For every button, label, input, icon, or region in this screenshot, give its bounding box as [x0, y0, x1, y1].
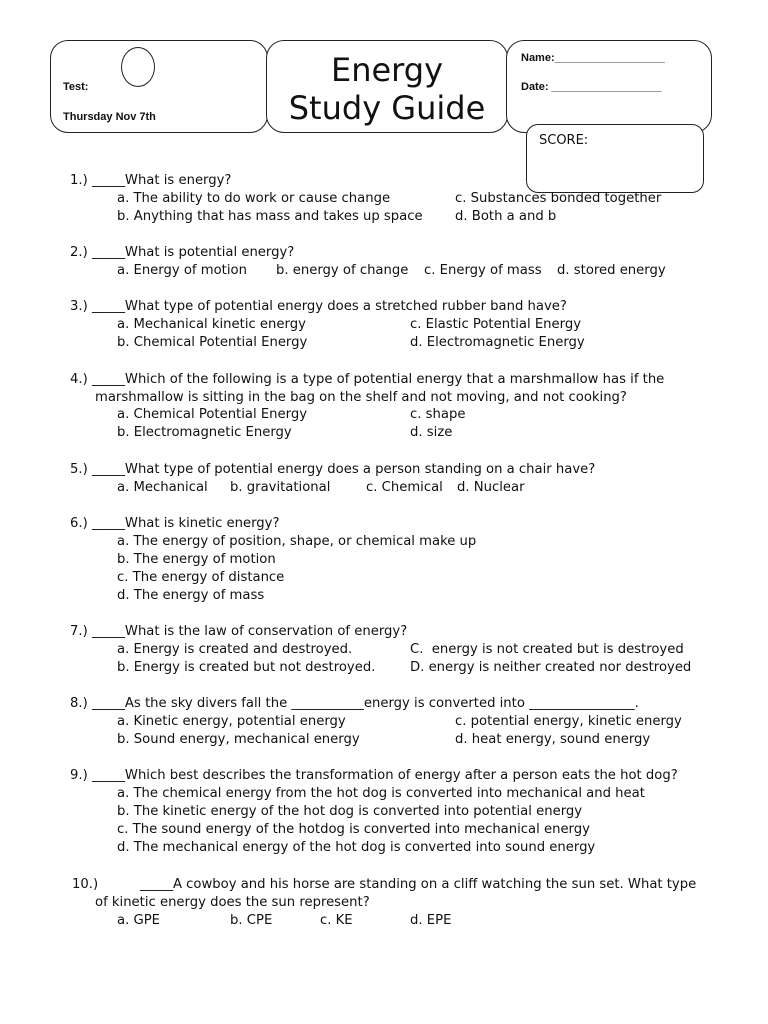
- option: a. The energy of position, shape, or chemical make up: [117, 534, 477, 549]
- option: a. The chemical energy from the hot dog is converted into mechanical and heat: [117, 786, 645, 801]
- test-date: Thursday Nov 7th: [63, 111, 156, 123]
- option: c. Elastic Potential Energy: [410, 317, 582, 332]
- option: c. potential energy, kinetic energy: [455, 714, 682, 729]
- question-4: [70, 371, 664, 389]
- score-label: SCORE:: [539, 133, 589, 148]
- option: c. KE: [320, 913, 353, 928]
- option: d. Both a and b: [455, 209, 557, 224]
- question-prompt: _____What is kinetic energy?: [91, 516, 280, 531]
- title-line-2: Study Guide: [288, 89, 486, 127]
- option: a. Chemical Potential Energy: [117, 407, 307, 422]
- option: a. Energy of motion: [117, 263, 247, 278]
- grade-oval: [121, 47, 155, 87]
- question-5: [70, 461, 595, 479]
- test-label: Test:: [63, 81, 89, 93]
- question-prompt-continued: marshmallow is sitting in the bag on the shelf and not moving, and not cooking?: [95, 390, 627, 405]
- question-prompt: _____As the sky divers fall the ___________energy is converted into ________________.: [91, 696, 639, 711]
- option: b. energy of change: [276, 263, 409, 278]
- option: a. The ability to do work or cause change: [117, 191, 391, 206]
- question-1: [70, 172, 231, 190]
- option: c. Energy of mass: [424, 263, 542, 278]
- date-field[interactable]: Date: __________________: [521, 81, 662, 93]
- option: d. size: [410, 425, 453, 440]
- question-3: [70, 298, 567, 316]
- option: a. GPE: [117, 913, 160, 928]
- option: b. Electromagnetic Energy: [117, 425, 292, 440]
- question-2: [70, 244, 294, 262]
- option: b. gravitational: [230, 480, 331, 495]
- option: D. energy is neither created nor destroyed: [410, 660, 692, 675]
- option: c. The energy of distance: [117, 570, 285, 585]
- test-box: [50, 40, 268, 133]
- option: b. Sound energy, mechanical energy: [117, 732, 360, 747]
- option: b. The kinetic energy of the hot dog is converted into potential energy: [117, 804, 583, 819]
- option: d. The energy of mass: [117, 588, 265, 603]
- option: d. EPE: [410, 913, 452, 928]
- option: a. Kinetic energy, potential energy: [117, 714, 346, 729]
- question-8: [70, 695, 639, 713]
- option: a. Mechanical kinetic energy: [117, 317, 306, 332]
- option: d. Nuclear: [457, 480, 525, 495]
- question-number: 9.): [70, 768, 88, 783]
- option: b. Energy is created but not destroyed.: [117, 660, 376, 675]
- question-number: 6.): [70, 516, 88, 531]
- question-prompt: _____Which best describes the transformation of energy after a person eats the hot dog?: [91, 768, 678, 783]
- title-box: [266, 40, 508, 133]
- option: d. heat energy, sound energy: [455, 732, 651, 747]
- question-10-number: 10.): [72, 877, 99, 892]
- question-9: [70, 767, 678, 785]
- option: C. energy is not created but is destroyed: [410, 642, 684, 657]
- question-number: 8.): [70, 696, 88, 711]
- option: c. The sound energy of the hotdog is converted into mechanical energy: [117, 822, 590, 837]
- question-number: 3.): [70, 299, 88, 314]
- option: a. Mechanical: [117, 480, 208, 495]
- question-number: 2.): [70, 245, 88, 260]
- option: a. Energy is created and destroyed.: [117, 642, 353, 657]
- title-line-1: Energy: [330, 51, 444, 89]
- question-prompt: _____Which of the following is a type of potential energy that a marshmallow has if the: [91, 372, 665, 387]
- option: b. Chemical Potential Energy: [117, 335, 308, 350]
- name-field[interactable]: Name:__________________: [521, 52, 665, 64]
- question-number: 5.): [70, 462, 88, 477]
- question-prompt: _____What is the law of conservation of energy?: [91, 624, 408, 639]
- question-7: [70, 623, 407, 641]
- option: d. Electromagnetic Energy: [410, 335, 585, 350]
- option: d. The mechanical energy of the hot dog is converted into sound energy: [117, 840, 596, 855]
- question-number: 7.): [70, 624, 88, 639]
- question-prompt-continued: of kinetic energy does the sun represent?: [95, 895, 370, 910]
- option: d. stored energy: [557, 263, 666, 278]
- question-prompt: _____What type of potential energy does a stretched rubber band have?: [91, 299, 567, 314]
- question-prompt: _____What is energy?: [91, 173, 232, 188]
- option: b. The energy of motion: [117, 552, 276, 567]
- question-6: [70, 515, 279, 533]
- option: c. shape: [410, 407, 466, 422]
- question-10-prompt: _____A cowboy and his horse are standing on a cliff watching the sun set. What type: [140, 877, 697, 892]
- option: c. Chemical: [366, 480, 443, 495]
- option: b. CPE: [230, 913, 273, 928]
- option: b. Anything that has mass and takes up space: [117, 209, 423, 224]
- question-number: 1.): [70, 173, 88, 188]
- score-box: [526, 124, 704, 193]
- question-prompt: _____What is potential energy?: [91, 245, 295, 260]
- option: c. Substances bonded together: [455, 191, 662, 206]
- name-date-box: [506, 40, 712, 133]
- question-prompt: _____What type of potential energy does a person standing on a chair have?: [91, 462, 596, 477]
- question-number: 4.): [70, 372, 88, 387]
